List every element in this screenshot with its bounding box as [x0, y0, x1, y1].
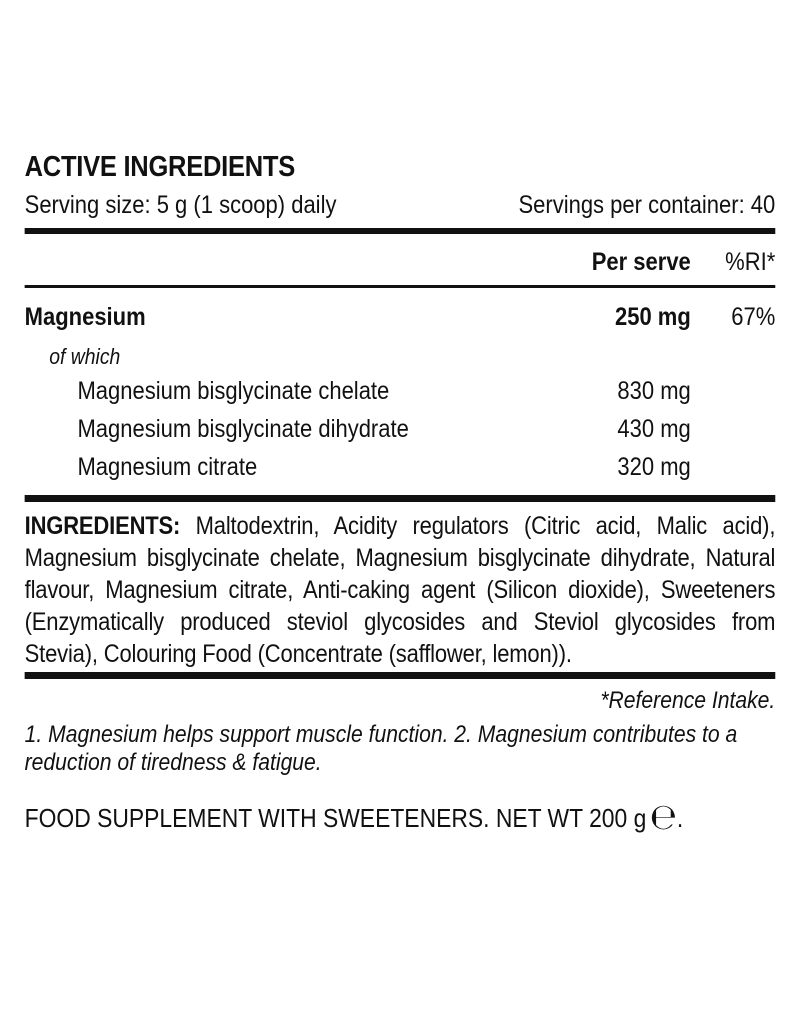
ingredients-heading: INGREDIENTS: — [24, 512, 181, 540]
statement-text: FOOD SUPPLEMENT WITH SWEETENERS. NET WT 200 g — [24, 803, 647, 833]
section-title: ACTIVE INGREDIENTS — [24, 151, 295, 183]
serving-info-row — [25, 192, 776, 218]
reference-intake-note: *Reference Intake. — [600, 687, 776, 714]
divider-thin-header — [25, 285, 776, 288]
divider-thick-top — [25, 228, 776, 234]
statement-period: . — [676, 803, 684, 833]
of-which-label: of which — [49, 344, 121, 369]
column-header-ri: %RI* — [725, 248, 776, 276]
nutrient-ri: 67% — [731, 303, 776, 331]
table-header-row — [25, 248, 776, 276]
table-row-of-which — [25, 345, 776, 368]
servings-per-container-text: Servings per container: 40 — [518, 191, 776, 219]
ingredients-text: Maltodextrin, Acidity regulators (Citric acid, Malic acid), Magnesium bisglycinate chelate, Magnesium bisglycinate dihydrate, Natural flavour, Magnesium citrate, Anti-caking agent (Silicon dioxide), Sweeteners (Enzymatically produced steviol glycosides and Steviol glycosides from Stevia), Colouring Food (Concentrate (safflower, lemon)). — [24, 512, 776, 668]
nutrient-name: Magnesium citrate — [77, 453, 258, 481]
serving-size-text: Serving size: 5 g (1 scoop) daily — [24, 191, 337, 219]
table-row-bisglycinate-dihydrate — [25, 415, 776, 443]
table-row-magnesium — [25, 303, 776, 331]
column-header-per-serve: Per serve — [591, 248, 691, 276]
table-header-spacer — [25, 248, 559, 276]
estimated-sign: ℮ — [649, 797, 677, 838]
health-claims-text: 1. Magnesium helps support muscle function. 2. Magnesium contributes to a reduction of tiredness & fatigue. — [24, 721, 738, 776]
nutrient-amount: 320 mg — [617, 453, 691, 481]
nutrient-name: Magnesium bisglycinate chelate — [77, 377, 390, 405]
nutrient-amount: 830 mg — [617, 377, 691, 405]
divider-thick-ingredients-top — [25, 495, 776, 502]
nutrient-name: Magnesium — [24, 303, 146, 331]
nutrient-name: Magnesium bisglycinate dihydrate — [77, 415, 409, 443]
divider-thick-ingredients-bottom — [25, 672, 776, 679]
nutrient-amount: 430 mg — [617, 415, 691, 443]
ingredients-paragraph — [25, 510, 776, 670]
food-supplement-statement — [24, 797, 776, 838]
nutrient-amount: 250 mg — [614, 303, 691, 331]
table-row-bisglycinate-chelate — [25, 377, 776, 405]
table-row-citrate — [25, 453, 776, 481]
